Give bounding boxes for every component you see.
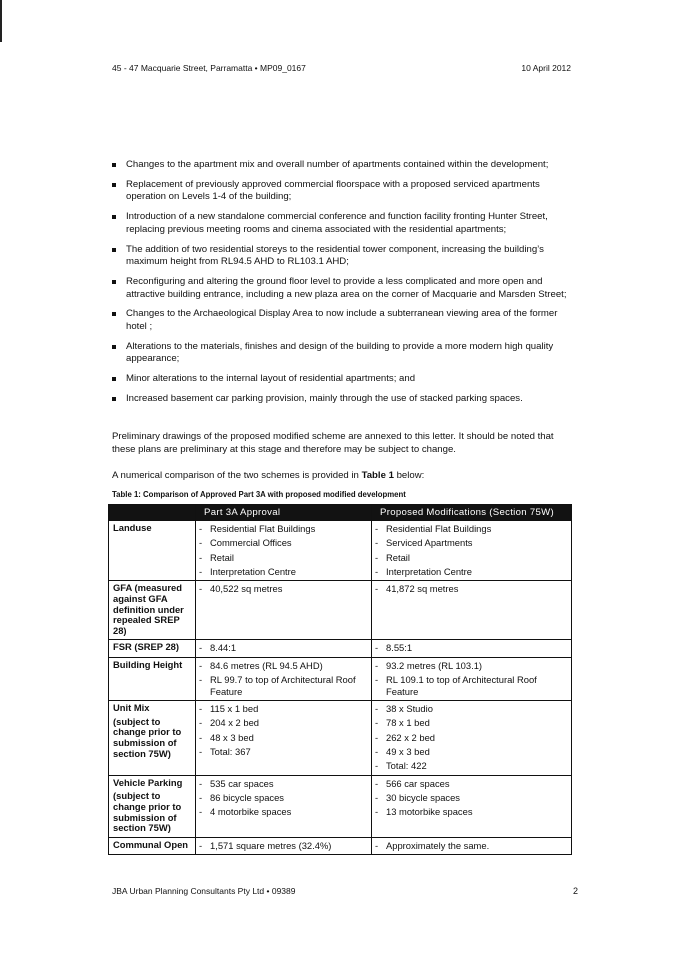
cell-item-text: 49 x 3 bed bbox=[386, 746, 430, 758]
dash-marker: - bbox=[199, 537, 203, 549]
cell-list-item bbox=[375, 566, 568, 578]
cell-item-text: 86 bicycle spaces bbox=[210, 792, 284, 804]
row-label-text: Unit Mix bbox=[113, 702, 150, 714]
cell-list-item bbox=[375, 583, 568, 595]
bullet-item bbox=[111, 393, 576, 406]
bullet-text: Changes to the apartment mix and overall number of apartments contained within the development; bbox=[126, 159, 549, 170]
table-row bbox=[109, 837, 572, 855]
cell-item-text: 84.6 metres (RL 94.5 AHD) bbox=[210, 659, 323, 671]
table-row bbox=[109, 775, 572, 837]
dash-marker: - bbox=[199, 674, 203, 686]
cell-list-item bbox=[375, 792, 568, 804]
dash-marker: - bbox=[375, 703, 379, 715]
proposed-cell bbox=[372, 775, 572, 837]
dash-marker: - bbox=[199, 551, 203, 563]
approved-list bbox=[199, 703, 368, 757]
approved-list bbox=[199, 840, 368, 852]
cell-item-text: Residential Flat Buildings bbox=[386, 523, 492, 534]
page-header bbox=[112, 63, 571, 77]
cell-list-item bbox=[375, 703, 568, 715]
dash-marker: - bbox=[375, 523, 379, 534]
approved-list bbox=[199, 583, 368, 595]
dash-marker: - bbox=[199, 565, 203, 577]
cell-list-item bbox=[199, 674, 368, 697]
row-label-text: Vehicle Parking bbox=[113, 776, 183, 788]
header-approved: Part 3A Approval bbox=[196, 505, 372, 521]
approved-cell bbox=[196, 521, 372, 581]
dash-marker: - bbox=[375, 642, 379, 654]
cell-list-item bbox=[199, 583, 368, 595]
cell-list-item bbox=[375, 806, 568, 818]
approved-list bbox=[199, 523, 368, 577]
dash-marker: - bbox=[375, 746, 379, 758]
bullet-marker-icon bbox=[112, 377, 116, 381]
dash-marker: - bbox=[199, 839, 203, 851]
cell-item-text: 8.44:1 bbox=[210, 642, 237, 654]
bullet-marker-icon bbox=[112, 215, 116, 219]
cell-item-text: Approximately the same. bbox=[386, 839, 490, 851]
bullet-marker-icon bbox=[112, 163, 116, 167]
table-row bbox=[109, 640, 572, 658]
bullet-text: Increased basement car parking provision, mainly through the use of stacked parking spaces. bbox=[126, 392, 523, 404]
bullet-marker-icon bbox=[112, 248, 116, 252]
bullet-text: Replacement of previously approved commercial floorspace with a proposed serviced apartments operation on Levels 1-4 of the building; bbox=[126, 178, 540, 203]
cell-item-text: 93.2 metres (RL 103.1) bbox=[386, 659, 483, 671]
dash-marker: - bbox=[199, 523, 203, 534]
bullet-item bbox=[111, 373, 576, 386]
cell-list-item bbox=[199, 703, 368, 715]
approved-list bbox=[199, 642, 368, 654]
cell-list-item bbox=[375, 760, 568, 772]
proposed-cell bbox=[372, 701, 572, 776]
dash-marker: - bbox=[375, 659, 379, 671]
cell-list-item bbox=[199, 746, 368, 758]
approved-list bbox=[199, 778, 368, 818]
dash-marker: - bbox=[199, 806, 203, 818]
approved-cell bbox=[196, 657, 372, 700]
proposed-list bbox=[375, 840, 568, 852]
cell-item-text: 262 x 2 bed bbox=[386, 731, 435, 743]
row-label bbox=[109, 701, 196, 776]
row-label bbox=[109, 581, 196, 640]
cell-list-item bbox=[199, 660, 368, 672]
cell-list-item bbox=[199, 840, 368, 852]
row-label bbox=[109, 521, 196, 581]
bullet-text: Reconfiguring and altering the ground floor level to provide a less complicated and more open and attractive building entrance, including a new plaza area on the corner of Macquarie and Marsden Street; bbox=[126, 275, 567, 300]
bullet-item bbox=[111, 159, 576, 172]
comparison-table bbox=[108, 504, 572, 855]
bullet-text: Changes to the Archaeological Display Area to now include a subterranean viewing area of the former hotel ; bbox=[126, 308, 558, 332]
dash-marker: - bbox=[199, 703, 203, 715]
bullet-text: Alterations to the materials, finishes and design of the building to provide a more modern high quality appearance; bbox=[126, 340, 554, 365]
bullet-item bbox=[111, 341, 576, 366]
dash-marker: - bbox=[375, 674, 379, 686]
table-row bbox=[109, 581, 572, 640]
intro-text: A numerical comparison of the two schemes is provided in bbox=[112, 470, 362, 481]
proposed-list bbox=[375, 583, 568, 595]
cell-list-item bbox=[375, 523, 568, 535]
bullet-marker-icon bbox=[112, 345, 116, 349]
table-row bbox=[109, 521, 572, 581]
cell-item-text: 115 x 1 bed bbox=[210, 703, 259, 715]
row-label bbox=[109, 775, 196, 837]
bullet-item bbox=[111, 211, 576, 236]
proposed-list bbox=[375, 523, 568, 577]
proposed-cell bbox=[372, 581, 572, 640]
proposed-list bbox=[375, 703, 568, 772]
cell-list-item bbox=[375, 746, 568, 758]
comparison-intro-paragraph bbox=[112, 470, 575, 483]
cell-item-text: Commercial Offices bbox=[210, 537, 292, 549]
header-empty-cell bbox=[109, 505, 196, 521]
bullet-item bbox=[111, 276, 576, 301]
row-label bbox=[109, 657, 196, 700]
table-header-row bbox=[109, 505, 572, 521]
approved-cell bbox=[196, 581, 372, 640]
cell-list-item bbox=[199, 552, 368, 564]
dash-marker: - bbox=[199, 659, 203, 671]
cell-list-item bbox=[199, 523, 368, 535]
cell-item-text: Interpretation Centre bbox=[210, 565, 296, 577]
dash-marker: - bbox=[375, 565, 379, 577]
dash-marker: - bbox=[375, 760, 379, 772]
cell-item-text: Serviced Apartments bbox=[386, 537, 473, 549]
cell-list-item bbox=[199, 792, 368, 804]
page-number: 2 bbox=[572, 886, 578, 896]
dash-marker: - bbox=[375, 717, 379, 729]
cell-list-item bbox=[199, 778, 368, 790]
bullet-text: The addition of two residential storeys to the residential tower component, increasing the building’s maximum height from RL94.5 AHD to RL103.1 AHD; bbox=[126, 243, 544, 268]
bullet-marker-icon bbox=[112, 397, 116, 401]
row-sublabel-text: (subject to change prior to submission of section 75W) bbox=[113, 715, 182, 759]
cell-item-text: Interpretation Centre bbox=[386, 565, 472, 577]
row-label-text: Communal Open bbox=[113, 838, 189, 850]
dash-marker: - bbox=[375, 731, 379, 743]
cell-list-item bbox=[199, 732, 368, 744]
cell-item-text: RL 99.7 to top of Architectural Roof Feature bbox=[210, 674, 356, 697]
dash-marker: - bbox=[375, 777, 379, 789]
cell-list-item bbox=[199, 642, 368, 654]
cell-item-text: Retail bbox=[210, 551, 234, 563]
row-label-text: Building Height bbox=[113, 658, 183, 670]
cell-list-item bbox=[199, 537, 368, 549]
cell-item-text: 78 x 1 bed bbox=[386, 717, 430, 729]
bullet-marker-icon bbox=[112, 183, 116, 187]
dash-marker: - bbox=[375, 806, 379, 818]
proposed-list bbox=[375, 642, 568, 654]
table-row bbox=[109, 701, 572, 776]
bullet-item bbox=[111, 179, 576, 204]
cell-list-item bbox=[375, 660, 568, 672]
approved-cell bbox=[196, 701, 372, 776]
cell-item-text: 48 x 3 bed bbox=[210, 731, 254, 743]
cell-item-text: 8.55:1 bbox=[386, 642, 413, 654]
cell-list-item bbox=[375, 537, 568, 549]
proposed-cell bbox=[372, 640, 572, 658]
cell-item-text: RL 109.1 to top of Architectural Roof Feature bbox=[386, 674, 537, 697]
dash-marker: - bbox=[199, 777, 203, 789]
cell-item-text: Total: 367 bbox=[210, 746, 251, 758]
row-label-text: Landuse bbox=[113, 522, 152, 533]
table-caption: Table 1: Comparison of Approved Part 3A with proposed modified development bbox=[112, 490, 406, 499]
cell-list-item bbox=[375, 717, 568, 729]
cell-item-text: 204 x 2 bed bbox=[210, 717, 259, 729]
dash-marker: - bbox=[375, 537, 379, 549]
cell-item-text: 40,522 sq metres bbox=[210, 583, 283, 595]
dash-marker: - bbox=[199, 746, 203, 758]
row-label-text: GFA (measured against GFA definition under repealed SREP 28) bbox=[113, 582, 184, 636]
proposed-list bbox=[375, 660, 568, 697]
cell-list-item bbox=[375, 642, 568, 654]
approved-cell bbox=[196, 775, 372, 837]
cell-list-item bbox=[199, 717, 368, 729]
cell-item-text: Total: 422 bbox=[386, 760, 427, 772]
dash-marker: - bbox=[375, 792, 379, 804]
row-sublabel-text: (subject to change prior to submission of section 75W) bbox=[113, 790, 182, 834]
cell-list-item bbox=[199, 566, 368, 578]
cell-list-item bbox=[375, 552, 568, 564]
dash-marker: - bbox=[199, 717, 203, 729]
bullet-text: Introduction of a new standalone commercial conference and function facility fronting Hunter Street, replacing previous meeting rooms and cinema associated with the residential apartments; bbox=[126, 211, 548, 235]
bullet-marker-icon bbox=[112, 312, 116, 316]
cell-item-text: 30 bicycle spaces bbox=[386, 792, 460, 804]
cell-item-text: 13 motorbike spaces bbox=[386, 806, 473, 818]
cell-list-item bbox=[199, 806, 368, 818]
bullet-item bbox=[111, 308, 576, 333]
scan-edge-line bbox=[0, 0, 2, 42]
approved-cell bbox=[196, 640, 372, 658]
bullet-item bbox=[111, 244, 576, 269]
modification-bullet-list bbox=[111, 159, 576, 413]
approved-cell bbox=[196, 837, 372, 855]
cell-list-item bbox=[375, 840, 568, 852]
dash-marker: - bbox=[375, 583, 379, 595]
dash-marker: - bbox=[375, 839, 379, 851]
row-label-text: FSR (SREP 28) bbox=[113, 641, 179, 653]
row-label bbox=[109, 640, 196, 658]
dash-marker: - bbox=[375, 551, 379, 563]
cell-item-text: Retail bbox=[386, 551, 410, 563]
cell-item-text: 4 motorbike spaces bbox=[210, 806, 292, 818]
header-project: 45 - 47 Macquarie Street, Parramatta • MP09_0167 bbox=[112, 63, 306, 73]
cell-list-item bbox=[375, 732, 568, 744]
table-reference: Table 1 bbox=[361, 470, 394, 481]
cell-item-text: 41,872 sq metres bbox=[386, 583, 459, 595]
cell-item-text: Residential Flat Buildings bbox=[210, 523, 316, 534]
table-row bbox=[109, 657, 572, 700]
cell-list-item bbox=[375, 778, 568, 790]
header-date: 10 April 2012 bbox=[521, 63, 571, 73]
header-proposed: Proposed Modifications (Section 75W) bbox=[372, 505, 572, 521]
cell-item-text: 1,571 square metres (32.4%) bbox=[210, 839, 332, 851]
cell-item-text: 535 car spaces bbox=[210, 777, 274, 789]
proposed-cell bbox=[372, 521, 572, 581]
proposed-cell bbox=[372, 657, 572, 700]
dash-marker: - bbox=[199, 642, 203, 654]
intro-text-end: below: bbox=[393, 470, 425, 481]
cell-item-text: 38 x Studio bbox=[386, 703, 433, 715]
dash-marker: - bbox=[199, 792, 203, 804]
dash-marker: - bbox=[199, 731, 203, 743]
proposed-list bbox=[375, 778, 568, 818]
row-label bbox=[109, 837, 196, 855]
proposed-cell bbox=[372, 837, 572, 855]
drawings-paragraph: Preliminary drawings of the proposed modified scheme are annexed to this letter. It should be noted that these plans are preliminary at this stage and therefore may be subject to change. bbox=[112, 431, 554, 455]
approved-list bbox=[199, 660, 368, 697]
cell-list-item bbox=[375, 674, 568, 697]
dash-marker: - bbox=[199, 583, 203, 595]
bullet-text: Minor alterations to the internal layout of residential apartments; and bbox=[126, 373, 416, 385]
bullet-marker-icon bbox=[112, 280, 116, 284]
footer-company: JBA Urban Planning Consultants Pty Ltd • 09389 bbox=[112, 886, 296, 896]
cell-item-text: 566 car spaces bbox=[386, 777, 450, 789]
